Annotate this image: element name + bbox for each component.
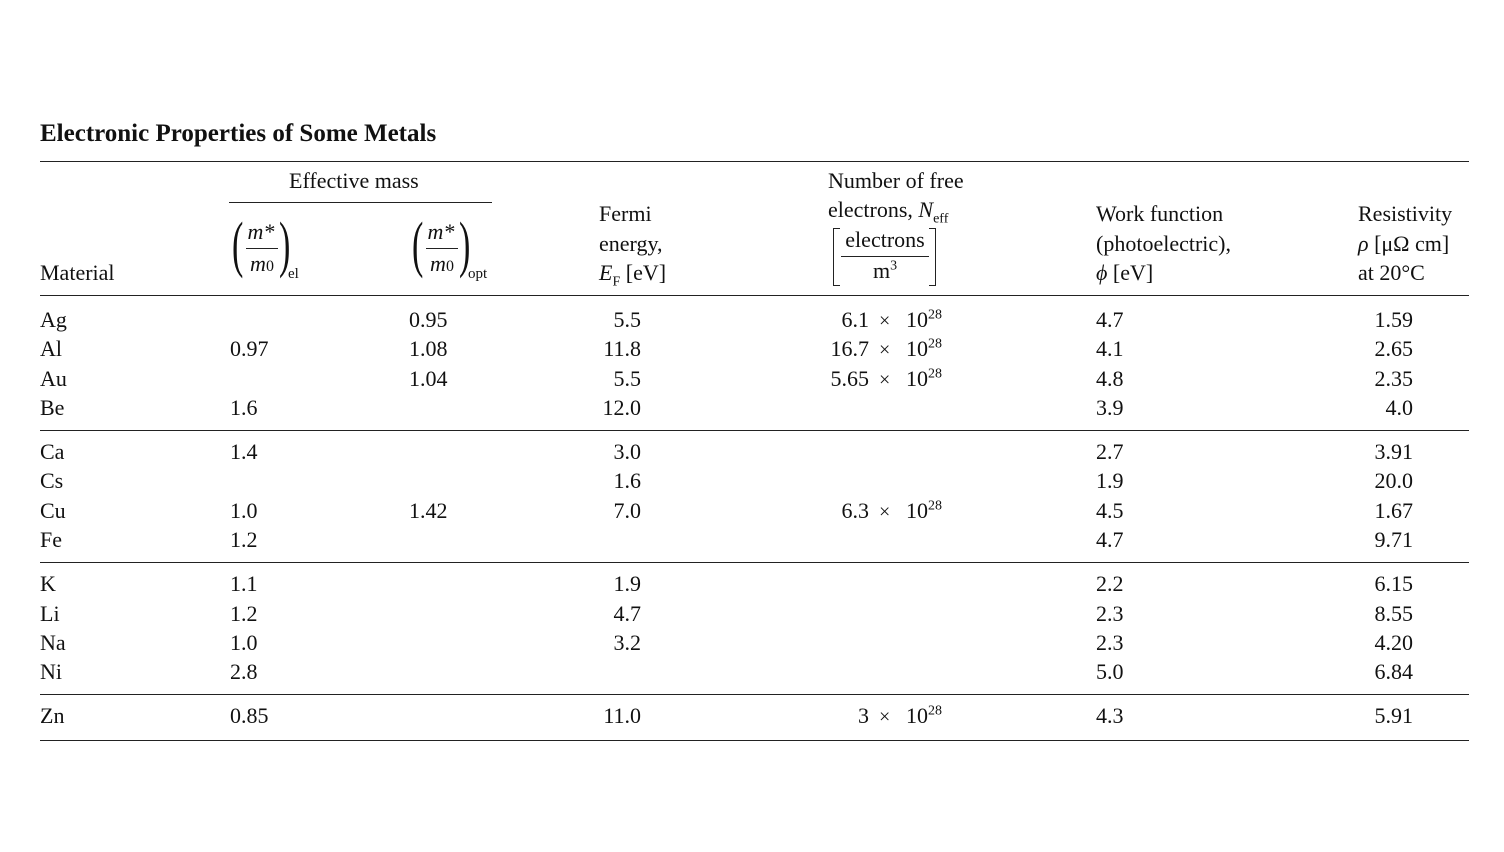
header-bottom-rule: [40, 295, 1469, 296]
cell-material: Al: [40, 336, 62, 361]
cell-neff-mantissa: 6.3: [841, 498, 869, 523]
cell-neff-mantissa: 6.1: [841, 307, 869, 332]
cell-mass-opt: 1.08: [409, 336, 448, 361]
neff-unit-denominator-sup: 3: [890, 258, 898, 274]
rho-symbol: ρ: [1358, 231, 1369, 256]
mass-el-subscript: el: [288, 266, 299, 282]
cell-neff-power: [906, 703, 942, 729]
cell-resist: 1.67: [1374, 498, 1413, 523]
header-mass-opt: [412, 211, 502, 284]
left-paren-icon: (: [232, 211, 244, 279]
cell-material: Be: [40, 395, 65, 420]
cell-resist: 6.15: [1374, 571, 1413, 596]
header-work-line1: Work function: [1096, 201, 1224, 226]
cell-work: 2.3: [1096, 630, 1124, 655]
cell-mass-el: 1.4: [230, 439, 258, 464]
cell-work: 2.2: [1096, 571, 1124, 596]
cell-mass-el: 0.97: [230, 336, 269, 361]
group-rule-1: [40, 430, 1469, 431]
cell-material: Zn: [40, 703, 65, 728]
cell-resist: 1.59: [1374, 307, 1413, 332]
mass-opt-denominator: [425, 252, 459, 279]
cell-neff-times: ×: [879, 706, 891, 728]
header-resist-line1: Resistivity: [1358, 201, 1453, 226]
header-neff-unit: [833, 228, 937, 286]
cell-neff-times: ×: [879, 339, 891, 361]
header-resist-line3: at 20°C: [1358, 260, 1425, 285]
cell-mass-el: 1.2: [230, 527, 258, 552]
effective-mass-rule: [229, 202, 492, 203]
phi-symbol: ϕ: [1096, 260, 1108, 285]
cell-resist: 4.20: [1374, 630, 1413, 655]
cell-work: 1.9: [1096, 468, 1124, 493]
cell-mass-opt: 0.95: [409, 307, 448, 332]
cell-fermi: 3.0: [613, 439, 641, 464]
work-unit: [eV]: [1112, 260, 1154, 285]
cell-neff-power: [906, 366, 942, 392]
header-material: Material: [40, 260, 115, 285]
cell-neff-exponent: 28: [928, 498, 942, 514]
cell-neff-power: [906, 498, 942, 524]
fermi-symbol: E: [599, 260, 613, 285]
cell-resist: 8.55: [1374, 601, 1413, 626]
cell-material: Ca: [40, 439, 65, 464]
cell-fermi: 1.9: [613, 571, 641, 596]
cell-fermi: 12.0: [602, 395, 641, 420]
mass-el-fraction-bar: [246, 248, 278, 249]
cell-neff-mantissa: 3: [858, 703, 869, 728]
cell-material: Cs: [40, 468, 64, 493]
cell-mass-opt: 1.42: [409, 498, 448, 523]
mass-el-numerator: m*: [247, 219, 275, 244]
header-fermi-line3: [599, 258, 666, 288]
header-resist-line2: [1358, 229, 1449, 259]
cell-fermi: 1.6: [613, 468, 641, 493]
neff-symbol-sub: eff: [933, 211, 949, 227]
cell-neff-base: 10: [906, 366, 928, 391]
cell-resist: 5.91: [1374, 703, 1413, 728]
top-rule: [40, 161, 1469, 162]
cell-mass-el: 1.0: [230, 630, 258, 655]
header-work-line3: [1096, 258, 1153, 288]
mass-el-denominator-symbol: m: [250, 251, 266, 276]
cell-resist: 4.0: [1385, 395, 1413, 420]
cell-neff-mantissa: 16.7: [830, 336, 869, 361]
neff-unit-denominator: [839, 259, 931, 283]
group-rule-3: [40, 694, 1469, 695]
cell-fermi: 4.7: [613, 601, 641, 626]
cell-mass-opt: 1.04: [409, 366, 448, 391]
cell-work: 4.5: [1096, 498, 1124, 523]
cell-neff-base: 10: [906, 703, 928, 728]
cell-work: 4.7: [1096, 307, 1124, 332]
cell-material: Ag: [40, 307, 67, 332]
cell-fermi: 5.5: [613, 307, 641, 332]
header-neff-line1: Number of free: [828, 168, 964, 193]
cell-resist: 20.0: [1374, 468, 1413, 493]
cell-mass-el: 1.0: [230, 498, 258, 523]
cell-fermi: 3.2: [613, 630, 641, 655]
cell-neff-times: ×: [879, 501, 891, 523]
cell-neff-base: 10: [906, 336, 928, 361]
left-paren-icon: (: [412, 211, 424, 279]
cell-neff-exponent: 28: [928, 307, 942, 323]
resist-unit: [μΩ cm]: [1374, 231, 1450, 256]
cell-material: Au: [40, 366, 67, 391]
cell-material: Ni: [40, 659, 62, 684]
bottom-rule: [40, 740, 1469, 741]
cell-resist: 9.71: [1374, 527, 1413, 552]
header-fermi-line1: Fermi: [599, 201, 652, 226]
cell-neff-base: 10: [906, 307, 928, 332]
header-work-line2: (photoelectric),: [1096, 231, 1231, 256]
cell-work: 5.0: [1096, 659, 1124, 684]
cell-neff-power: [906, 307, 942, 333]
neff-unit-denominator-base: m: [872, 258, 891, 283]
cell-neff-mantissa: 5.65: [830, 366, 869, 391]
right-paren-icon: ): [279, 211, 291, 279]
cell-mass-el: 0.85: [230, 703, 269, 728]
cell-fermi: 5.5: [613, 366, 641, 391]
cell-work: 3.9: [1096, 395, 1124, 420]
header-fermi-line2: energy,: [599, 231, 663, 256]
cell-material: K: [40, 571, 56, 596]
mass-el-denominator-sub: 0: [265, 258, 274, 275]
fermi-symbol-sub: F: [612, 274, 621, 290]
cell-mass-el: 1.6: [230, 395, 258, 420]
header-neff-line2: [828, 195, 948, 225]
cell-mass-el: 1.1: [230, 571, 258, 596]
cell-work: 4.7: [1096, 527, 1124, 552]
cell-work: 4.1: [1096, 336, 1124, 361]
mass-el-denominator: [245, 252, 279, 279]
neff-symbol: N: [918, 197, 934, 222]
group-rule-2: [40, 562, 1469, 563]
cell-resist: 2.65: [1374, 336, 1413, 361]
mass-opt-denominator-symbol: m: [430, 251, 446, 276]
cell-fermi: 11.0: [603, 703, 641, 728]
cell-mass-el: 1.2: [230, 601, 258, 626]
mass-opt-subscript: opt: [468, 266, 488, 282]
cell-work: 4.8: [1096, 366, 1124, 391]
cell-neff-power: [906, 336, 942, 362]
neff-label: electrons,: [828, 197, 919, 222]
cell-neff-base: 10: [906, 498, 928, 523]
neff-unit-fraction-bar: [841, 256, 929, 257]
right-paren-icon: ): [459, 211, 471, 279]
cell-resist: 6.84: [1374, 659, 1413, 684]
cell-neff-times: ×: [879, 369, 891, 391]
cell-work: 2.3: [1096, 601, 1124, 626]
right-bracket-icon: [929, 228, 936, 286]
cell-neff-times: ×: [879, 310, 891, 332]
cell-work: 4.3: [1096, 703, 1124, 728]
fermi-unit: [eV]: [625, 260, 667, 285]
cell-material: Cu: [40, 498, 66, 523]
cell-material: Li: [40, 601, 60, 626]
mass-opt-fraction-bar: [426, 248, 458, 249]
header-mass-el: [232, 211, 312, 284]
cell-neff-exponent: 28: [928, 703, 942, 719]
mass-opt-denominator-sub: 0: [445, 258, 454, 275]
cell-work: 2.7: [1096, 439, 1124, 464]
header-effective-mass: Effective mass: [289, 168, 419, 193]
cell-mass-el: 2.8: [230, 659, 258, 684]
cell-material: Fe: [40, 527, 62, 552]
neff-unit-numerator: electrons: [845, 227, 925, 252]
cell-fermi: 7.0: [613, 498, 641, 523]
cell-neff-exponent: 28: [928, 366, 942, 382]
cell-resist: 2.35: [1374, 366, 1413, 391]
mass-opt-numerator: m*: [427, 219, 455, 244]
cell-fermi: 11.8: [603, 336, 641, 361]
table-title: Electronic Properties of Some Metals: [40, 120, 437, 147]
cell-material: Na: [40, 630, 66, 655]
cell-resist: 3.91: [1374, 439, 1413, 464]
cell-neff-exponent: 28: [928, 336, 942, 352]
